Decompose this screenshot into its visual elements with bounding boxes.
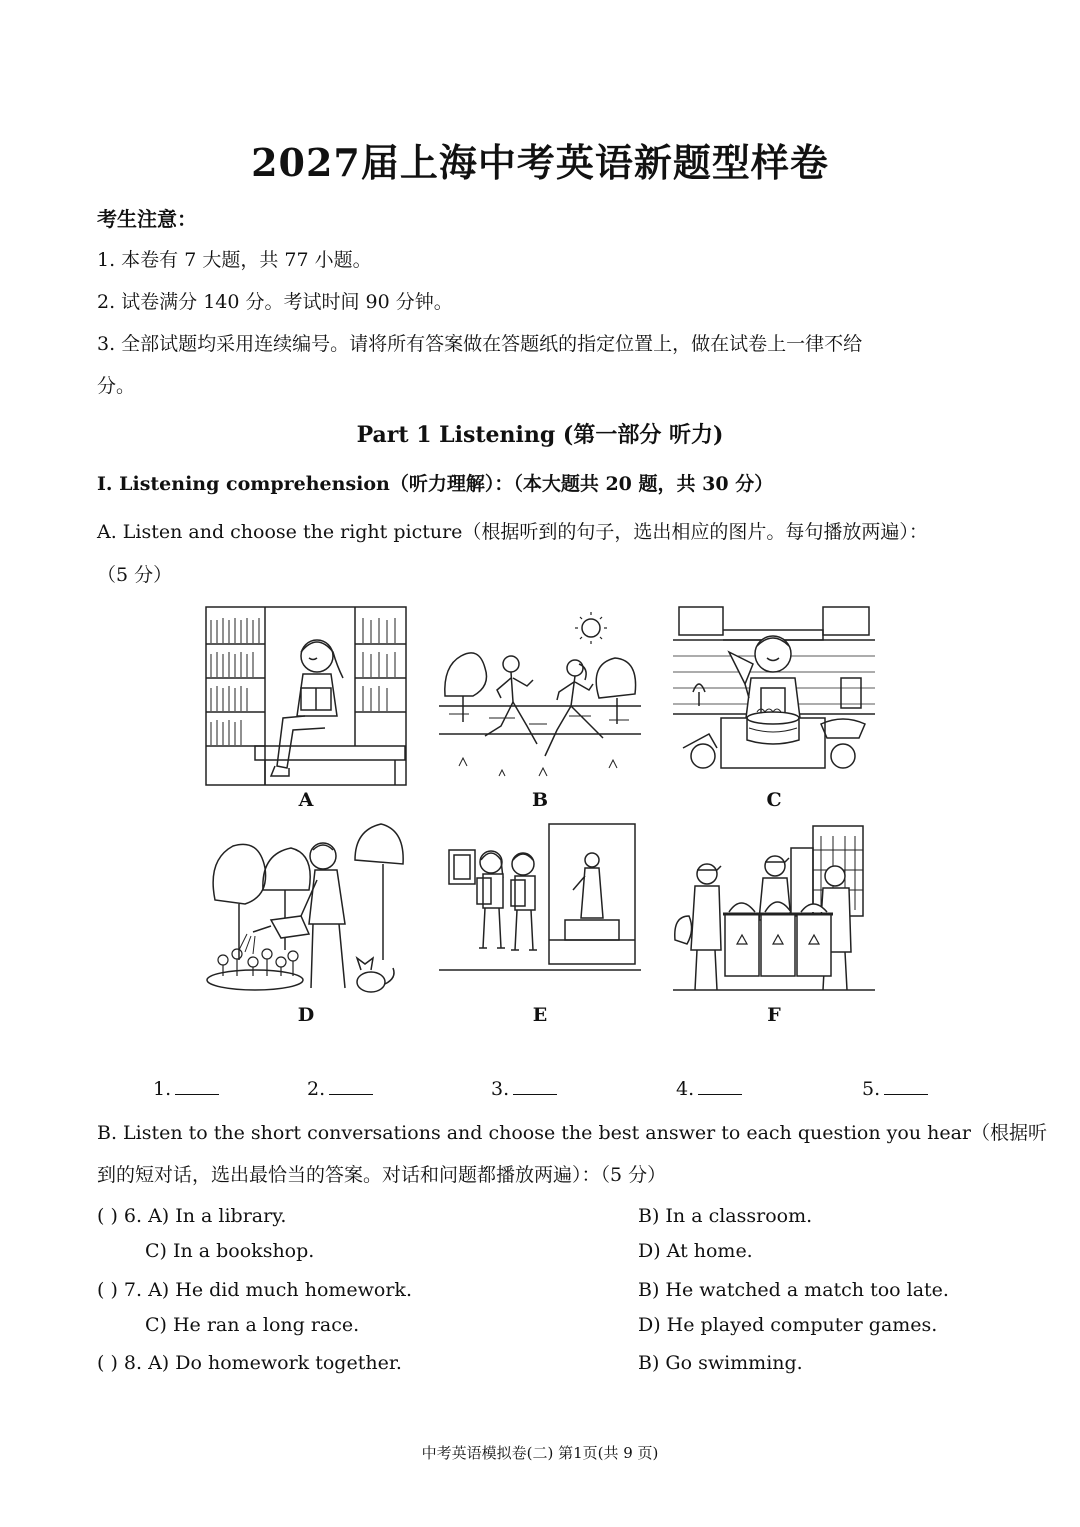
notice-item: 分。	[97, 375, 136, 397]
question-6-option-c: C) In a bookshop.	[145, 1240, 315, 1262]
notice-item: 1. 本卷有 7 大题，共 77 小题。	[97, 249, 372, 271]
part-title: Part 1 Listening (第一部分 听力)	[356, 422, 724, 448]
section-title: I. Listening comprehension（听力理解）：（本大题共 20 题，共 30 分）	[97, 473, 774, 495]
notice-item: 2. 试卷满分 140 分。考试时间 90 分钟。	[97, 291, 453, 313]
section-a-instruction: A. Listen and choose the right picture（根据听到的句子，选出相应的图片。每句播放两遍）：	[97, 521, 928, 543]
answer-blank[interactable]: 1.	[153, 1076, 219, 1100]
question-6-option-b: B) In a classroom.	[638, 1205, 813, 1227]
answer-blank[interactable]: 4.	[676, 1076, 742, 1100]
picture-letter-a: A	[298, 789, 314, 811]
girl-reading-in-library-illustration	[205, 606, 407, 786]
students-at-museum-statue-illustration	[439, 820, 641, 1000]
volunteers-sorting-garbage-illustration	[673, 820, 875, 1000]
picture-letter-b: B	[531, 789, 549, 811]
page-title: 2027届上海中考英语新题型样卷	[251, 140, 829, 185]
section-a-instruction-cont: （5 分）	[97, 564, 173, 586]
question-8-option-a: ( ) 8. A) Do homework together.	[97, 1352, 402, 1374]
question-7-option-a: ( ) 7. A) He did much homework.	[97, 1279, 412, 1301]
answer-blank[interactable]: 3.	[491, 1076, 557, 1100]
notice-item: 3. 全部试题均采用连续编号。请将所有答案做在答题纸的指定位置上，做在试卷上一律不给	[97, 333, 863, 355]
two-people-jogging-in-park-illustration	[439, 606, 641, 786]
picture-letter-e: E	[532, 1004, 548, 1026]
picture-letter-d: D	[297, 1004, 315, 1026]
question-7-option-d: D) He played computer games.	[638, 1314, 938, 1336]
question-6-option-d: D) At home.	[638, 1240, 753, 1262]
page-footer: 中考英语模拟卷(二) 第1页(共 9 页)	[421, 1444, 659, 1462]
notice-heading: 考生注意：	[97, 207, 197, 231]
section-b-instruction-cont: 到的短对话，选出最恰当的答案。对话和问题都播放两遍）：（5 分）	[97, 1164, 667, 1186]
picture-letter-f: F	[767, 1004, 781, 1026]
answer-blank[interactable]: 2.	[307, 1076, 373, 1100]
question-8-option-b: B) Go swimming.	[638, 1352, 803, 1374]
picture-letter-c: C	[766, 789, 782, 811]
answer-blank[interactable]: 5.	[862, 1076, 928, 1100]
old-man-watering-flowers-illustration	[205, 820, 407, 1000]
question-7-option-b: B) He watched a match too late.	[638, 1279, 949, 1301]
boy-baking-cake-illustration	[673, 606, 875, 786]
question-6-option-a: ( ) 6. A) In a library.	[97, 1205, 287, 1227]
question-7-option-c: C) He ran a long race.	[145, 1314, 360, 1336]
section-b-instruction: B. Listen to the short conversations and choose the best answer to each question you hear（根据听	[97, 1122, 1047, 1144]
